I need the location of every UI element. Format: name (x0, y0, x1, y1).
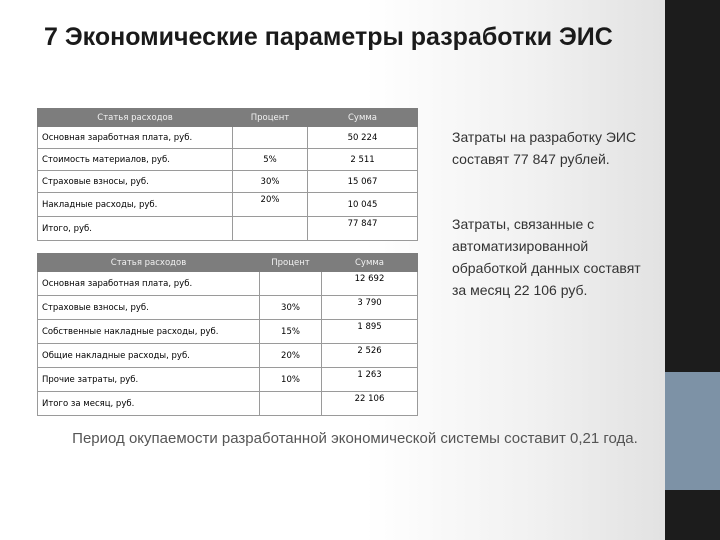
cell-percent: 30% (260, 296, 322, 320)
cell-percent: 5% (233, 149, 308, 171)
cell-sum: 12 692 (322, 272, 418, 296)
table-header-row (38, 254, 418, 272)
table-row (38, 127, 418, 149)
cell-item: Общие накладные расходы, руб. (38, 344, 260, 368)
cell-item: Прочие затраты, руб. (38, 368, 260, 392)
cell-item: Страховые взносы, руб. (38, 296, 260, 320)
table-row (38, 296, 418, 320)
cell-percent (260, 392, 322, 416)
cell-percent (233, 217, 308, 241)
cell-item: Итого, руб. (38, 217, 233, 241)
table-row (38, 368, 418, 392)
cell-item: Собственные накладные расходы, руб. (38, 320, 260, 344)
cell-percent (233, 127, 308, 149)
table-row (38, 320, 418, 344)
table-row-total (38, 217, 418, 241)
table-row (38, 149, 418, 171)
cell-item: Итого за месяц, руб. (38, 392, 260, 416)
cell-sum: 2 526 (322, 344, 418, 368)
development-costs-table (37, 108, 418, 241)
cell-item: Страховые взносы, руб. (38, 171, 233, 193)
table-row (38, 344, 418, 368)
cell-item: Стоимость материалов, руб. (38, 149, 233, 171)
cell-sum: 10 045 (308, 193, 418, 217)
cell-percent: 20% (260, 344, 322, 368)
column-header-item: Статья расходов (38, 109, 233, 127)
table-row (38, 193, 418, 217)
payback-period-text: Период окупаемости разработанной экономической системы составит 0,21 года. (72, 430, 638, 447)
cell-sum: 1 895 (322, 320, 418, 344)
cell-percent: 20% (233, 193, 308, 217)
table-row (38, 171, 418, 193)
table-row-total (38, 392, 418, 416)
cell-percent: 15% (260, 320, 322, 344)
cell-sum: 22 106 (322, 392, 418, 416)
column-header-percent: Процент (260, 254, 322, 272)
monthly-costs-table (37, 253, 418, 416)
development-cost-note: Затраты на разработку ЭИС составят 77 847 рублей. (452, 129, 637, 167)
cell-sum: 2 511 (308, 149, 418, 171)
cell-item: Основная заработная плата, руб. (38, 272, 260, 296)
cell-sum: 3 790 (322, 296, 418, 320)
cell-percent (260, 272, 322, 296)
column-header-sum: Сумма (308, 109, 418, 127)
cell-sum: 15 067 (308, 171, 418, 193)
table-row (38, 272, 418, 296)
cell-percent: 30% (233, 171, 308, 193)
table-header-row (38, 109, 418, 127)
cell-item: Накладные расходы, руб. (38, 193, 233, 217)
right-decor-stripe (665, 0, 720, 540)
cell-sum: 50 224 (308, 127, 418, 149)
decor-accent-block (665, 372, 720, 490)
cell-sum: 1 263 (322, 368, 418, 392)
column-header-percent: Процент (233, 109, 308, 127)
cell-sum: 77 847 (308, 217, 418, 241)
slide-title: 7 Экономические параметры разработки ЭИС (44, 23, 613, 51)
cell-percent: 10% (260, 368, 322, 392)
column-header-sum: Сумма (322, 254, 418, 272)
cell-item: Основная заработная плата, руб. (38, 127, 233, 149)
monthly-cost-note: Затраты, связанные с автоматизированной обработкой данных составят за месяц 22 106 руб. (452, 216, 641, 298)
column-header-item: Статья расходов (38, 254, 260, 272)
